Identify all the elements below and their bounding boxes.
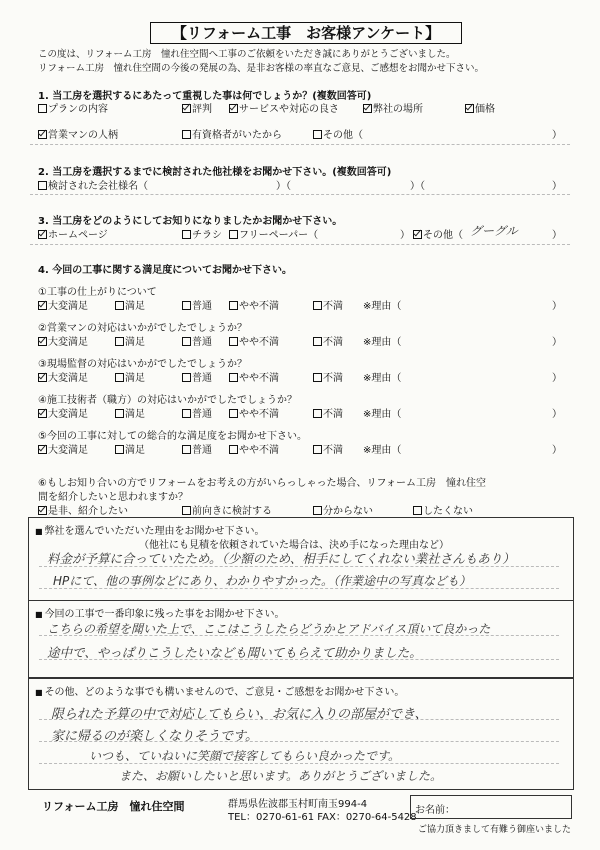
checkbox-checked-icon[interactable] (413, 230, 422, 239)
q4-rating-option[interactable]: 普通 (182, 441, 212, 456)
q6-option-consider[interactable]: 前向きに検討する (182, 502, 272, 517)
q4-rating-option[interactable]: 普通 (182, 297, 212, 312)
q4-reason-label: ※理由（ (363, 301, 402, 312)
checkbox-icon[interactable] (115, 301, 124, 310)
reason-panel-subtitle: （他社にも見積を依頼されていた場合は、決め手になった理由など） (139, 540, 449, 551)
checkbox-icon[interactable] (313, 409, 322, 418)
q4-rating-option[interactable]: やや不満 (229, 441, 279, 456)
q4-rating-option[interactable]: 満足 (115, 369, 145, 384)
q2-paren-1: ）（ (276, 181, 291, 192)
q3-other-close: ） (552, 230, 562, 241)
q6-question-line-2: 間を紹介したいと思われますか？ (38, 492, 188, 503)
checkbox-checked-icon[interactable] (38, 337, 47, 346)
impression-answer-line-2: 途中で、やっぱりこうしたいなども聞いてもらえて助かりました。 (47, 645, 422, 660)
q1-option-plan[interactable]: プランの内容 (38, 100, 108, 115)
name-field[interactable] (410, 795, 572, 819)
q4-rating-option[interactable]: 不満 (313, 333, 343, 348)
intro-line-2: リフォーム工房 憧れ住空間の今後の発展の為、是非お客様の率直なご意見、ご感想をお聞かせ下さい。 (38, 63, 485, 74)
checkbox-checked-icon[interactable] (363, 104, 372, 113)
q4-rating-option[interactable]: やや不満 (229, 405, 279, 420)
q4-rating-option[interactable]: 普通 (182, 333, 212, 348)
checkbox-icon[interactable] (115, 373, 124, 382)
name-label: お名前： (415, 805, 455, 816)
q4-rating-option[interactable]: 満足 (115, 405, 145, 420)
q1-option-service[interactable]: サービスや対応の良さ (229, 100, 339, 115)
q4-reason-label: ※理由（ (363, 445, 402, 456)
q2-paren-3: ） (552, 181, 562, 192)
q6-option-no[interactable]: したくない (413, 502, 473, 517)
checkbox-checked-icon[interactable] (38, 373, 47, 382)
footer-brand: リフォーム工房 憧れ住空間 (42, 800, 185, 813)
comments-answer-line-3: いつも、ていねいに笑顔で接客してもらい良かったです。 (89, 749, 401, 763)
comments-panel-title: ■ その他、どのような事でも構いませんので、ご意見・ご感想をお聞かせ下さい。 (35, 683, 404, 698)
q3-other-handwritten: グーグル (470, 224, 518, 238)
q2-title: 2. 当工房を選択するまでに検討された他社様をお聞かせ下さい。(複数回答可) (38, 167, 392, 178)
checkbox-icon[interactable] (115, 337, 124, 346)
checkbox-icon[interactable] (182, 130, 191, 139)
q6-question-line-1: ⑥もしお知り合いの方でリフォームをお考えの方がいらっしゃった場合、リフォーム工房 憧れ住空 (38, 478, 486, 489)
q4-rating-option[interactable]: やや不満 (229, 333, 279, 348)
q4-rating-option[interactable]: 大変満足 (38, 297, 88, 312)
q4-title: 4. 今回の工事に関する満足度についてお聞かせ下さい。 (38, 265, 293, 276)
impression-panel (28, 600, 574, 678)
checkbox-icon[interactable] (38, 181, 47, 190)
q4-rating-option[interactable]: 不満 (313, 405, 343, 420)
q4-rating-option[interactable]: 不満 (313, 441, 343, 456)
document-title: 【リフォーム工事 お客様アンケート】 (150, 22, 462, 44)
checkbox-icon[interactable] (182, 445, 191, 454)
q2-paren-2: ）（ (410, 181, 425, 192)
reason-answer-line-1: 料金が予算に合っていたため。（少額のため、相手にしてくれない業社さんもあり） (47, 551, 515, 566)
checkbox-icon[interactable] (313, 506, 322, 515)
q4-rating-option[interactable]: 満足 (115, 297, 145, 312)
comments-answer-line-1: 限られた予算の中で対応してもらい、お気に入りの部屋ができ、 (51, 707, 428, 722)
q3-option-freepaper[interactable]: フリーペーパー（ (229, 226, 318, 241)
q4-rating-option[interactable]: 普通 (182, 369, 212, 384)
divider (30, 244, 570, 245)
q4-item-question: ④施工技術者（職方）の対応はいかがでしたでしょうか？ (38, 395, 297, 406)
q4-rating-option[interactable]: 不満 (313, 369, 343, 384)
q3-title: 3. 当工房をどのようにしてお知りになりましたかお聞かせ下さい。 (38, 216, 343, 227)
q4-reason-close: ） (552, 301, 562, 312)
checkbox-icon[interactable] (229, 337, 238, 346)
comments-answer-line-4: また、お願いしたいと思います。ありがとうございました。 (119, 769, 443, 783)
checkbox-icon[interactable] (313, 130, 322, 139)
checkbox-checked-icon[interactable] (38, 409, 47, 418)
reason-answer-line-2: HPにて、他の事例などにあり、わかりやすかった。（作業途中の写真なども） (53, 574, 472, 588)
checkbox-checked-icon[interactable] (38, 445, 47, 454)
checkbox-icon[interactable] (229, 373, 238, 382)
checkbox-checked-icon[interactable] (465, 104, 474, 113)
footer-address: 群馬県佐波郡玉村町南玉994-4 (228, 799, 368, 810)
q3-option-other[interactable]: その他（ (413, 226, 463, 241)
q4-item-question: ③現場監督の対応はいかがでしたでしょうか？ (38, 359, 247, 370)
q1-option-salesman[interactable]: 営業マンの人柄 (38, 126, 118, 141)
q4-rating-option[interactable]: 大変満足 (38, 441, 88, 456)
q4-item-question: ②営業マンの対応はいかがでしたでしょうか？ (38, 323, 247, 334)
footer-thanks: ご協力頂きまして有難う御座いました (418, 825, 572, 835)
checkbox-icon[interactable] (313, 337, 322, 346)
q4-rating-option[interactable]: 不満 (313, 297, 343, 312)
q6-option-unsure[interactable]: 分からない (313, 502, 373, 517)
footer-contact: TEL：0270-61-61 FAX：0270-64-5428 (228, 812, 417, 823)
q4-reason-close: ） (552, 373, 562, 384)
divider (30, 194, 570, 195)
checkbox-icon[interactable] (229, 445, 238, 454)
q3-freepaper-close: ） (400, 230, 410, 241)
checkbox-icon[interactable] (182, 337, 191, 346)
checkbox-icon[interactable] (115, 445, 124, 454)
q1-title: 1. 当工房を選択するにあたって重視した事は何でしょうか？(複数回答可) (38, 91, 372, 102)
q4-rating-option[interactable]: 満足 (115, 333, 145, 348)
checkbox-checked-icon[interactable] (229, 104, 238, 113)
checkbox-icon[interactable] (229, 301, 238, 310)
checkbox-icon[interactable] (182, 506, 191, 515)
checkbox-icon[interactable] (38, 104, 47, 113)
checkbox-checked-icon[interactable] (38, 301, 47, 310)
checkbox-icon[interactable] (313, 373, 322, 382)
reason-panel (28, 517, 574, 601)
checkbox-checked-icon[interactable] (38, 230, 47, 239)
q3-option-flyer[interactable]: チラシ (182, 226, 222, 241)
checkbox-icon[interactable] (182, 230, 191, 239)
q4-reason-close: ） (552, 337, 562, 348)
divider (30, 144, 570, 145)
checkbox-checked-icon[interactable] (38, 506, 47, 515)
q1-other-close: ） (552, 130, 562, 141)
q4-reason-close: ） (552, 445, 562, 456)
impression-answer-line-1: こちらの希望を聞いた上で、ここはこうしたらどうかとアドバイス頂いて良かった (47, 622, 491, 636)
intro-line-1: この度は、リフォーム工房 憧れ住空間へ工事のご依頼をいただき誠にありがとうございました。 (38, 49, 456, 60)
checkbox-icon[interactable] (229, 230, 238, 239)
q4-item-question: ①工事の仕上がりについて (38, 287, 157, 298)
checkbox-icon[interactable] (182, 373, 191, 382)
checkbox-icon[interactable] (182, 409, 191, 418)
q4-item-question: ⑤今回の工事に対しての総合的な満足度をお聞かせ下さい。 (38, 431, 307, 442)
reason-panel-title: ■ 弊社を選んでいただいた理由をお聞かせ下さい。 (35, 522, 265, 537)
checkbox-icon[interactable] (413, 506, 422, 515)
q4-rating-option[interactable]: やや不満 (229, 369, 279, 384)
q4-rating-option[interactable]: 大変満足 (38, 369, 88, 384)
checkbox-icon[interactable] (182, 301, 191, 310)
q1-option-reputation[interactable]: 評判 (182, 100, 212, 115)
q4-reason-label: ※理由（ (363, 337, 402, 348)
q4-rating-option[interactable]: 大変満足 (38, 333, 88, 348)
checkbox-icon[interactable] (313, 301, 322, 310)
checkbox-checked-icon[interactable] (182, 104, 191, 113)
comments-panel (28, 678, 574, 790)
checkbox-icon[interactable] (115, 409, 124, 418)
impression-panel-title: ■ 今回の工事で一番印象に残った事をお聞かせ下さい。 (35, 605, 285, 620)
q1-option-other[interactable]: その他（ (313, 126, 363, 141)
checkbox-checked-icon[interactable] (38, 130, 47, 139)
q6-option-yes[interactable]: 是非、紹介したい (38, 502, 128, 517)
comments-answer-line-2: 家に帰るのが楽しくなりそうです。 (51, 729, 258, 744)
q2-company-field[interactable]: 検討された会社様名（ (38, 177, 148, 192)
q1-option-qualified[interactable]: 有資格者がいたから (182, 126, 282, 141)
checkbox-icon[interactable] (229, 409, 238, 418)
q1-option-price[interactable]: 価格 (465, 100, 495, 115)
q4-rating-option[interactable]: 普通 (182, 405, 212, 420)
q1-option-location[interactable]: 弊社の場所 (363, 100, 423, 115)
q4-reason-close: ） (552, 409, 562, 420)
q4-reason-label: ※理由（ (363, 409, 402, 420)
q4-rating-option[interactable]: 満足 (115, 441, 145, 456)
q3-option-homepage[interactable]: ホームページ (38, 226, 108, 241)
q4-reason-label: ※理由（ (363, 373, 402, 384)
q4-rating-option[interactable]: 大変満足 (38, 405, 88, 420)
q4-rating-option[interactable]: やや不満 (229, 297, 279, 312)
checkbox-icon[interactable] (313, 445, 322, 454)
